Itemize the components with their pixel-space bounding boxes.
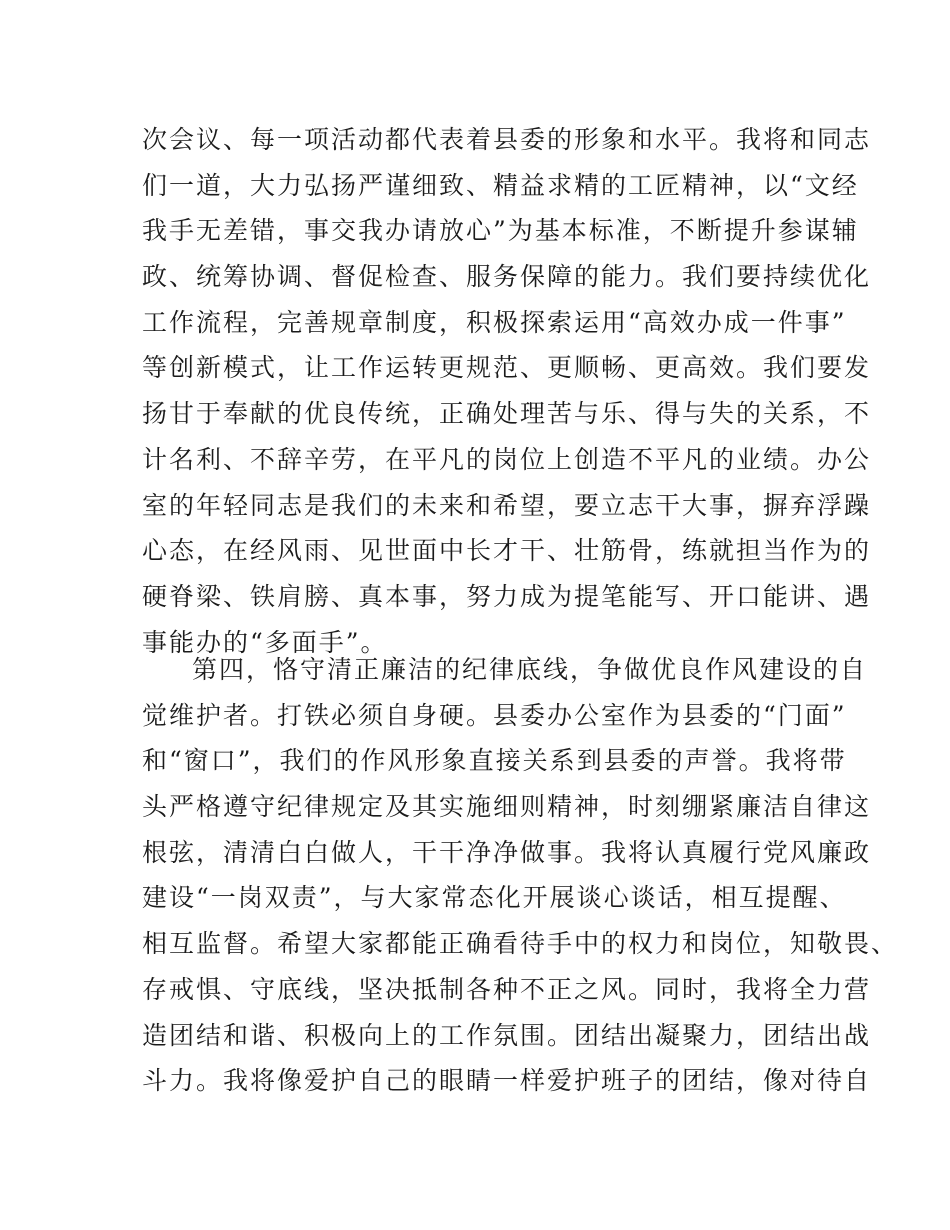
text-line: 根弦，清清白白做人，干干净净做事。我将认真履行党风廉政: [142, 837, 872, 867]
text-line: 计名利、不辞辛劳，在平凡的岗位上创造不平凡的业绩。办公: [142, 444, 872, 474]
text-line: 觉维护者。打铁必须自身硬。县委办公室作为县委的“门面”: [142, 700, 847, 730]
text-line: 斗力。我将像爱护自己的眼睛一样爱护班子的团结，像对待自: [142, 1066, 872, 1096]
text-line: 硬脊梁、铁肩膀、真本事，努力成为提笔能写、开口能讲、遇: [142, 581, 872, 611]
text-line: 第四，恪守清正廉洁的纪律底线，争做优良作风建设的自: [192, 655, 868, 684]
text-line: 政、统筹协调、督促检查、服务保障的能力。我们要持续优化: [142, 262, 872, 292]
text-line: 等创新模式，让工作运转更规范、更顺畅、更高效。我们要发: [142, 353, 872, 383]
text-line: 造团结和谐、积极向上的工作氛围。团结出凝聚力，团结出战: [142, 1020, 872, 1050]
text-line: 事能办的“多面手”。: [142, 627, 388, 657]
text-line: 我手无差错，事交我办请放心”为基本标准，不断提升参谋辅: [142, 216, 859, 246]
text-line: 心态，在经风雨、见世面中长才干、壮筋骨，练就担当作为的: [142, 536, 872, 566]
text-line: 和“窗口”，我们的作风形象直接关系到县委的声誉。我将带: [142, 746, 847, 776]
text-line: 扬甘于奉献的优良传统，正确处理苦与乐、得与失的关系，不: [142, 399, 872, 429]
text-line: 建设“一岗双责”，与大家常态化开展谈心谈话，相互提醒、: [142, 883, 847, 913]
paragraph-2: [142, 647, 899, 1104]
paragraph-1: [142, 117, 872, 665]
text-line: 相互监督。希望大家都能正确看待手中的权力和岗位，知敬畏、: [142, 929, 899, 959]
text-line: 室的年轻同志是我们的未来和希望，要立志干大事，摒弃浮躁: [142, 490, 872, 520]
text-line: 次会议、每一项活动都代表着县委的形象和水平。我将和同志: [142, 125, 872, 154]
text-line: 存戒惧、守底线，坚决抵制各种不正之风。同时，我将全力营: [142, 974, 872, 1004]
text-line: 们一道，大力弘扬严谨细致、精益求精的工匠精神，以“文经: [142, 170, 859, 200]
text-line: 工作流程，完善规章制度，积极探索运用“高效办成一件事”: [142, 307, 847, 337]
text-line: 头严格遵守纪律规定及其实施细则精神，时刻绷紧廉洁自律这: [142, 792, 872, 822]
